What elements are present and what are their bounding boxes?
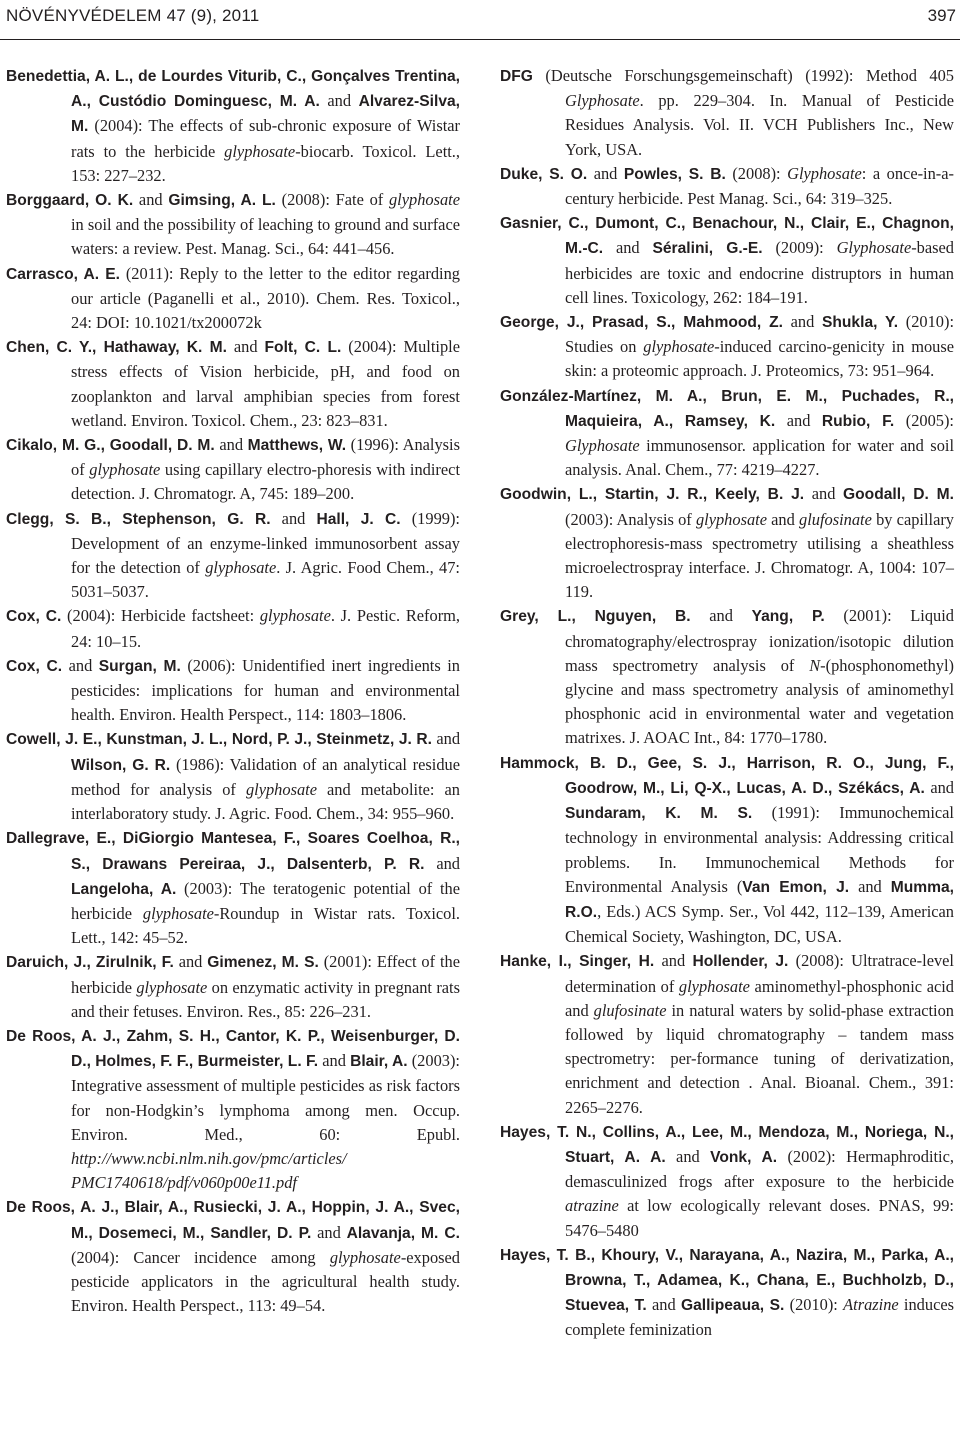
reference-text: and	[318, 1051, 351, 1071]
reference-entry	[500, 604, 954, 750]
reference-text: -biocarb. Toxicol. Lett., 153: 227–232.	[71, 141, 460, 185]
journal-title: NÖVÉNYVÉDELEM 47 (9), 2011	[6, 6, 260, 25]
reference-italic: glyphosate	[245, 779, 317, 799]
reference-text: and	[646, 1295, 681, 1315]
reference-authors: Benedettia, A. L., de Lourdes Viturib, C., Gonçalves Trentina, A., Custódio Dominguesc, M. A.	[6, 68, 460, 111]
reference-authors: Cox, C.	[6, 657, 63, 675]
reference-entry	[500, 64, 954, 162]
reference-authors: Langeloha, A.	[71, 880, 177, 898]
reference-authors: Mumma, R.O.	[565, 878, 954, 921]
reference-italic: Glyphosate	[565, 91, 640, 111]
reference-authors: Alavanja, M. C.	[346, 1224, 460, 1242]
header-rule	[0, 39, 960, 40]
reference-text: (1996): Analysis of	[71, 435, 460, 480]
reference-entry	[6, 950, 460, 1024]
reference-authors: De Roos, A. J., Blair, A., Rusiecki, J. A., Hoppin, J. A., Svec, M., Dosemeci, M., Sandler, D. P.	[6, 1199, 460, 1242]
reference-text: aminomethyl-phosphonic acid and	[565, 976, 954, 1020]
reference-text: (1986): Validation of an analytical residue method for analysis of	[71, 754, 460, 799]
reference-text: (2010): Studies on	[565, 312, 954, 357]
reference-authors: Clegg, S. B., Stephenson, G. R.	[6, 510, 271, 528]
reference-authors: Carrasco, A. E.	[6, 265, 120, 283]
reference-entry	[6, 335, 460, 433]
reference-text: and	[62, 655, 99, 675]
reference-entry	[6, 433, 460, 507]
reference-text: (2004): Herbicide factsheet:	[61, 606, 260, 626]
reference-text: . J. Pestic. Reform, 24: 10–15.	[71, 606, 460, 651]
reference-authors: Gimsing, A. L.	[168, 192, 276, 210]
page-header	[0, 0, 960, 46]
reference-authors: Matthews, W.	[247, 437, 347, 455]
reference-italic: glyphosate	[136, 977, 208, 997]
reference-italic: glyphosate	[329, 1247, 401, 1267]
reference-text: and	[319, 91, 359, 111]
reference-text: -exposed pesticide applicators in the agricultural health study. Environ. Health Perspect., 113: 49–54.	[71, 1247, 460, 1316]
reference-authors: Hayes, T. B., Khoury, V., Narayana, A., Nazira, M., Parka, A., Browna, T., Adamea, K., Chana, E., Buchholzb, D., Stuevea, T.	[500, 1246, 954, 1315]
reference-authors: Borggaard, O. K.	[6, 192, 134, 210]
reference-text: . J. Agric. Food Chem., 47: 5031–5037.	[71, 558, 460, 602]
reference-text: (2003): Integrative assessment of multiple pesticides as risk factors for non-Hodgkin’s lymphoma among men. Occup. Environ. Med., 60: Epubl.	[71, 1051, 460, 1144]
reference-text: induces complete feminization	[565, 1295, 954, 1340]
reference-text: -induced carcino-genicity in mouse skin: a proteomic approach. J. Proteomics, 73: 951–964.	[565, 337, 954, 381]
reference-text: and	[924, 777, 954, 797]
reference-text: (2010):	[784, 1295, 844, 1315]
reference-text: (2002): Hermaphroditic, demasculinized frogs after exposure to the herbicide	[565, 1146, 954, 1192]
reference-entry	[6, 654, 460, 728]
reference-italic: Glyphosate	[787, 163, 862, 183]
reference-text: and	[766, 509, 800, 529]
reference-authors: DFG	[500, 68, 533, 85]
reference-text: (1999): Development of an enzyme-linked immunosorbent assay for the detection of	[71, 508, 460, 578]
reference-authors: Goodwin, L., Startin, J. R., Keely, B. J.	[500, 486, 805, 504]
reference-entry	[500, 482, 954, 604]
reference-authors: George, J., Prasad, S., Mahmood, Z.	[500, 314, 783, 332]
reference-italic: Glyphosate	[836, 238, 912, 258]
reference-italic: glyphosate	[678, 976, 750, 996]
reference-authors: Powles, S. B.	[623, 165, 726, 183]
reference-text: and	[214, 435, 248, 455]
reference-entry	[6, 262, 460, 336]
reference-text: (2003): The teratogenic potential of the herbicide	[71, 878, 460, 923]
reference-entry	[500, 751, 954, 950]
reference-italic: glyphosate	[259, 606, 331, 626]
reference-text: and	[133, 190, 169, 210]
reference-italic: glufosinate	[593, 1000, 667, 1020]
reference-text: (2008): Fate of	[275, 190, 389, 210]
reference-text: on enzymatic activity in pregnant rats and their fetuses. Environ. Res., 85: 226–231.	[71, 977, 460, 1021]
reference-italic: glyphosate	[205, 558, 277, 578]
reference-italic: atrazine	[565, 1196, 619, 1216]
reference-authors: Hayes, T. N., Collins, A., Lee, M., Mendoza, M., Noriega, N., Stuart, A. A.	[500, 1123, 954, 1166]
reference-authors: Goodall, D. M.	[843, 486, 955, 504]
reference-text: and	[665, 1146, 711, 1166]
reference-entry	[500, 1243, 954, 1343]
reference-text: in natural waters by solid-phase extraction followed by liquid chromatography – tandem mass spectrometry: per-formance tuning of derivatization, enrichment and detection . Anal. Bioanal. Chem., 391: 2265–2276.	[565, 1000, 955, 1117]
reference-text: and	[804, 484, 844, 504]
reference-text: immunosensor. application for water and soil analysis. Anal. Chem., 77: 4219–4227.	[565, 436, 954, 480]
reference-authors: Sundaram, K. M. S.	[565, 805, 753, 823]
reference-authors: De Roos, A. J., Zahm, S. H., Cantor, K. P., Weisenburger, D. D., Holmes, F. F., Burmeister, L. F.	[6, 1027, 460, 1071]
reference-text: and	[603, 238, 653, 258]
reference-text: (2001): Effect of the herbicide	[71, 952, 460, 997]
reference-italic: glyphosate	[388, 190, 460, 210]
reference-authors: Hammock, B. D., Gee, S. J., Harrison, R. O., Jung, F., Goodrow, M., Li, Q-X., Lucas, A. D., Székács, A.	[500, 754, 954, 797]
reference-text: and metabolite: an interlaboratory study. J. Agric. Food. Chem., 34: 955–960.	[71, 779, 460, 824]
reference-text: and	[270, 508, 317, 528]
reference-authors: Hall, J. C.	[316, 510, 401, 528]
reference-text: in soil and the possibility of leaching to ground and surface waters: a review. Pest. Manag. Sci., 64: 441–456.	[71, 215, 460, 259]
reference-text: and	[587, 163, 624, 183]
reference-authors: González-Martínez, M. A., Brun, E. M., Puchades, R., Maquieira, A., Ramsey, K.	[500, 387, 954, 430]
reference-text: (2011): Reply to the letter to the editor regarding our article (Paganelli et al., 2010). Chem. Res. Toxicol., 24: DOI: 10.1021/tx200072k	[71, 263, 460, 333]
reference-text: and	[424, 853, 460, 873]
reference-entry	[6, 1024, 460, 1195]
reference-column-right	[500, 64, 954, 1343]
reference-authors: Gallipeaua, S.	[680, 1297, 785, 1315]
reference-authors: Chen, C. Y., Hathaway, K. M.	[6, 339, 227, 357]
reference-text: and	[432, 729, 461, 749]
reference-authors: Van Emon, J.	[742, 878, 850, 896]
reference-italic: http://www.ncbi.nlm.nih.gov/pmc/articles/ PMC1740618/pdf/v060p00e11.pdf	[71, 1148, 347, 1193]
reference-entry	[500, 162, 954, 211]
reference-text: (2008):	[725, 163, 788, 183]
reference-text: . pp. 229–304. In. Manual of Pesticide Residues Analysis. Vol. II. VCH Publishers Inc., New York, USA.	[565, 91, 954, 159]
reference-text: and	[311, 1222, 347, 1242]
reference-authors: Séralini, G.-E.	[652, 240, 763, 258]
reference-italic: glyphosate	[142, 903, 214, 923]
reference-text: -Roundup in Wistar rats. Toxicol. Lett., 142: 45–52.	[71, 903, 460, 948]
reference-text: (2009):	[762, 238, 837, 258]
reference-text: (2003): Analysis of	[565, 509, 696, 529]
page-number: 397	[927, 6, 956, 25]
reference-italic: N	[809, 655, 821, 675]
reference-authors: Blair, A.	[350, 1053, 408, 1071]
reference-entry	[6, 507, 460, 605]
reference-text: and	[782, 312, 822, 332]
reference-authors: Daruich, J., Zirulnik, F.	[6, 954, 174, 972]
reference-text: using capillary electro-phoresis with indirect detection. J. Chromatogr. A, 745: 189–200.	[71, 460, 460, 504]
reference-authors: Cikalo, M. G., Goodall, D. M.	[6, 437, 215, 455]
reference-entry	[6, 826, 460, 950]
reference-italic: glufosinate	[799, 509, 872, 529]
reference-entry	[6, 727, 460, 826]
reference-italic: glyphosate	[643, 337, 715, 357]
reference-authors: Dallegrave, E., DiGiorgio Mantesea, F., Soares Coelhoa, R., S., Drawans Pereiraa, J., Dalsenterb, P. R.	[6, 830, 460, 873]
reference-italic: glyphosate	[224, 141, 296, 161]
reference-authors: Yang, P.	[751, 608, 825, 626]
reference-italic: glyphosate	[89, 460, 161, 480]
reference-authors: Grey, L., Nguyen, B.	[500, 608, 691, 626]
reference-entry	[500, 211, 954, 310]
reference-text: and	[173, 952, 208, 972]
reference-authors: Gasnier, C., Dumont, C., Benachour, N., Clair, E., Chagnon, M.-C.	[500, 215, 954, 258]
reference-text: at low ecologically relevant doses. PNAS, 99: 5476–5480	[565, 1196, 954, 1240]
reference-authors: Duke, S. O.	[500, 165, 588, 183]
reference-authors: Folt, C. L.	[264, 339, 342, 357]
reference-authors: Hanke, I., Singer, H.	[500, 953, 655, 971]
reference-entry	[6, 604, 460, 653]
reference-authors: Rubio, F.	[821, 412, 895, 430]
reference-entry	[500, 384, 954, 483]
reference-text: : a once-in-a-century herbicide. Pest Manag. Sci., 64: 319–325.	[565, 163, 954, 209]
reference-text: (2004): Cancer incidence among	[71, 1247, 330, 1267]
reference-entry	[6, 1195, 460, 1318]
reference-authors: Shukla, Y.	[821, 314, 899, 332]
reference-text: (2004): The effects of sub-chronic exposure of Wistar rats to the herbicide	[71, 116, 460, 161]
reference-text: , Eds.) ACS Symp. Ser., Vol 442, 112–139, American Chemical Society, Washington, DC, USA.	[565, 901, 954, 947]
reference-column-left	[6, 64, 460, 1318]
reference-authors: Alvarez-Silva, M.	[71, 93, 460, 136]
reference-authors: Vonk, A.	[710, 1148, 778, 1166]
reference-authors: Wilson, G. R.	[71, 756, 171, 774]
reference-text: and	[654, 951, 693, 971]
reference-text: (2001): Liquid chromatography/electrospray ionization/isotopic dilution mass spectrometry analysis of	[565, 606, 954, 675]
reference-text: and	[775, 410, 822, 430]
reference-entry	[6, 188, 460, 262]
reference-text: (2008): Ultratrace-level determination of	[565, 951, 954, 996]
reference-text: -based herbicides are toxic and endocrine distruptors in human cell lines. Toxicology, 262: 184–191.	[565, 238, 954, 307]
reference-text: (2004): Multiple stress effects of Vision herbicide, pH, and food on zooplankton and larval amphibian species from forest wetland. Environ. Toxicol. Chem., 23: 823–831.	[71, 337, 460, 430]
reference-entry	[500, 949, 954, 1119]
reference-authors: Cox, C.	[6, 608, 62, 626]
reference-authors: Surgan, M.	[98, 657, 181, 675]
reference-text: and	[690, 606, 752, 626]
reference-text: (1991): Immunochemical technology in environmental analysis: Addressing critical problems. In. Immunochemical Methods for Environmental Analysis (	[565, 803, 954, 896]
reference-entry	[500, 1120, 954, 1243]
reference-entry	[6, 64, 460, 188]
reference-entry	[500, 310, 954, 384]
reference-text: (Deutsche Forschungsgemeinschaft) (1992): Method 405	[532, 66, 954, 85]
reference-text: (2005):	[894, 410, 954, 430]
reference-authors: Cowell, J. E., Kunstman, J. L., Nord, P. J., Steinmetz, J. R.	[6, 731, 433, 749]
reference-italic: Atrazine	[843, 1295, 899, 1315]
reference-text: by capillary electrophoresis-mass spectrometry utilising a sheathless microelectrospray interface. J. Chromatogr. A, 1004: 107–119.	[565, 509, 954, 602]
reference-text: (2006): Unidentified inert ingredients in pesticides: implications for human and environmental health. Environ. Health Perspect., 114: 1803–1806.	[71, 655, 460, 725]
reference-text: and	[849, 876, 891, 896]
reference-italic: glyphosate	[695, 509, 767, 529]
reference-authors: Hollender, J.	[692, 953, 789, 971]
reference-italic: Glyphosate	[565, 436, 640, 456]
reference-text: and	[226, 337, 265, 357]
reference-authors: Gimenez, M. S.	[207, 954, 319, 972]
reference-text: -(phosphonomethyl) glycine and mass spectrometry analysis of aminomethyl phosphonic acid in environmental water and vegetation matrixes. J. AOAC Int., 84: 1770–1780.	[565, 655, 954, 748]
